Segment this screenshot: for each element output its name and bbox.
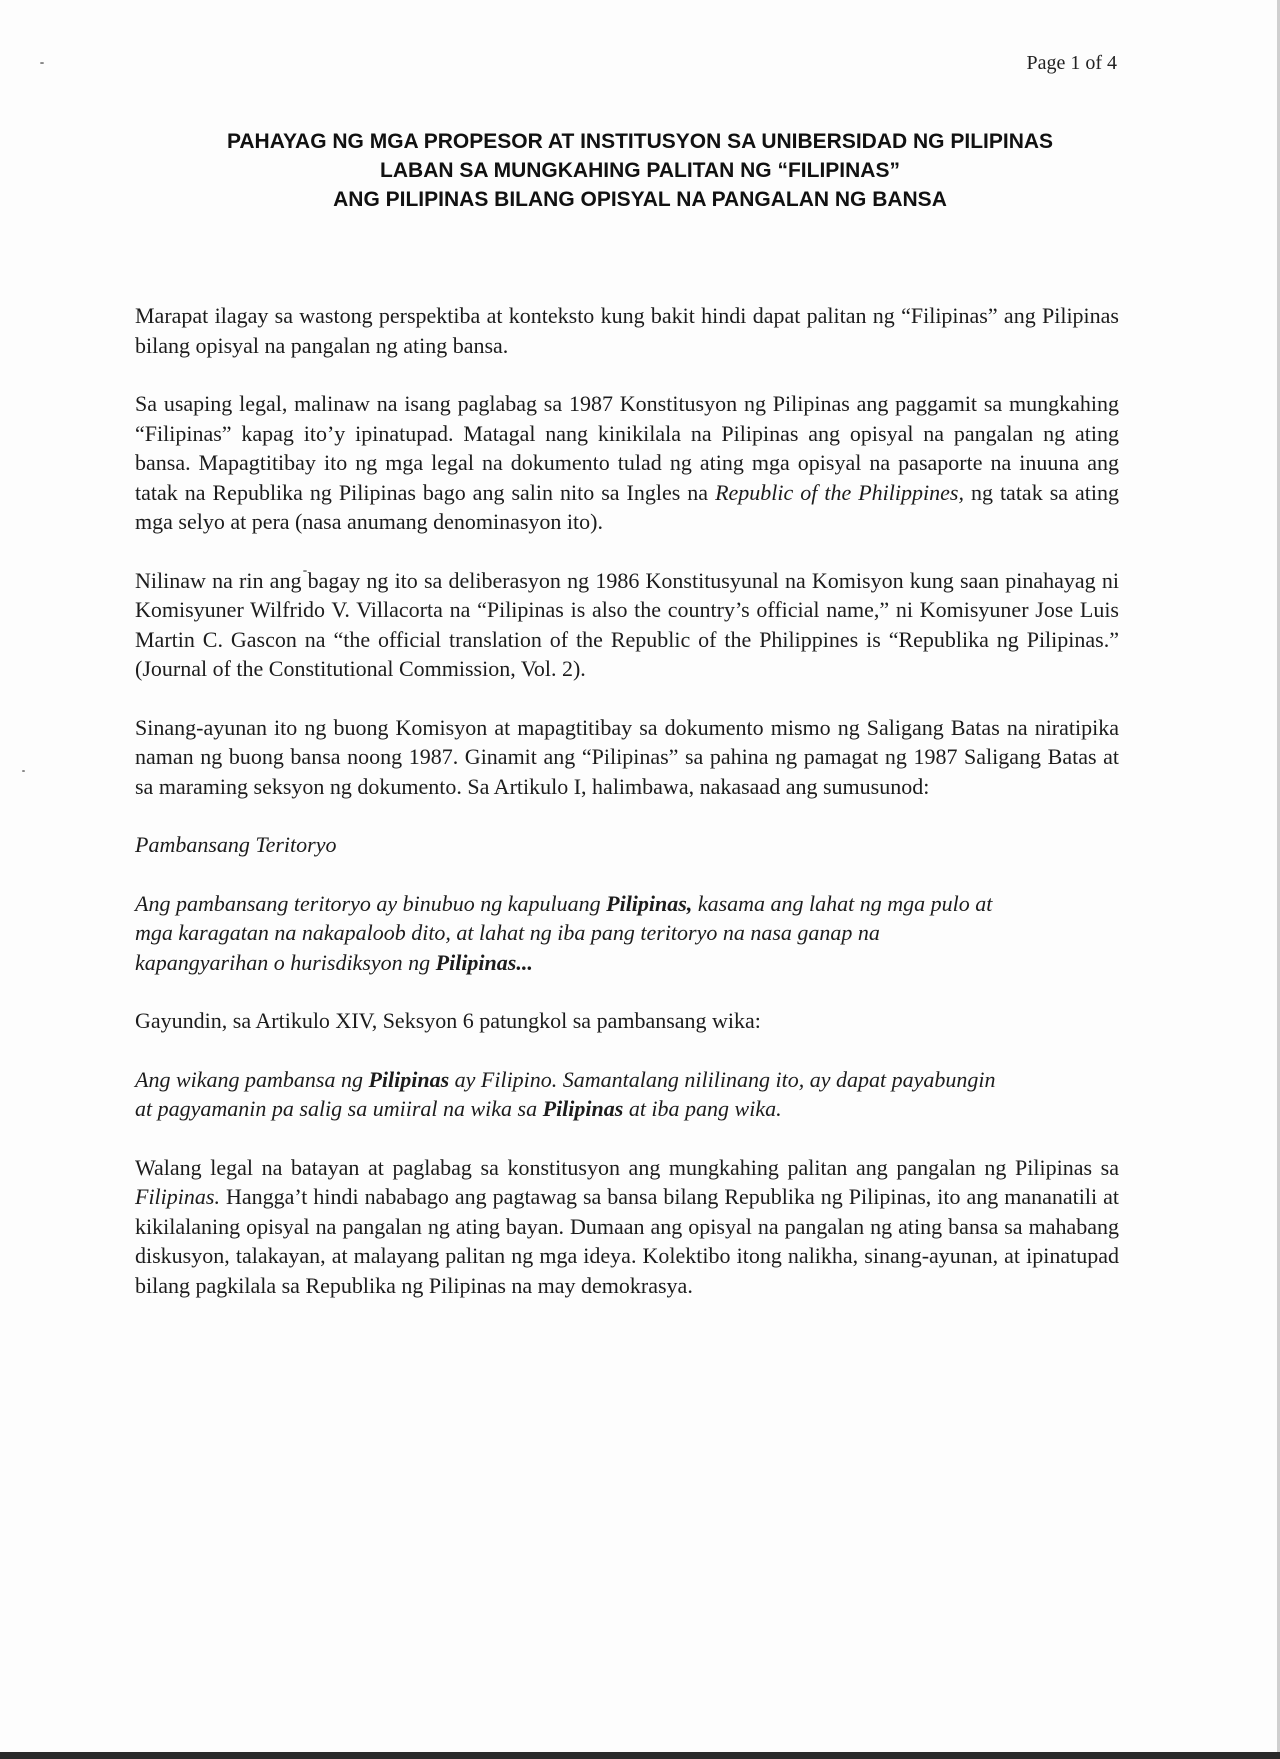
title-line-2: LABAN SA MUNGKAHING PALITAN NG “FILIPINAS” — [380, 159, 900, 182]
page-number: Page 1 of 4 — [1026, 52, 1117, 74]
scan-speck — [22, 770, 25, 772]
title-line-3: ANG PILIPINAS BILANG OPISYAL NA PANGALAN NG BANSA — [333, 188, 947, 211]
scan-bottom-border — [0, 1752, 1280, 1759]
paragraph-ratification: Sinang-ayunan ito ng buong Komisyon at mapagtitibay sa dokumento mismo ng Saligang Batas na niratipika naman ng buong bansa noong 1987. Ginamit ang “Pilipinas” sa pahina ng pamagat ng 1987 Saligang Batas at sa maraming seksyon ng dokumento. Sa Artikulo I, halimbawa, nakasaad ang sumusunod: — [135, 714, 1119, 799]
document-title — [0, 127, 1280, 214]
paragraph-commission: Nilinaw na rin ang bagay ng ito sa deliberasyon ng 1986 Konstitusyunal na Komisyon kung saan pinahayag ni Komisyuner Wilfrido V. Villacorta na “Pilipinas is also the country’s official name,” ni Komisyuner Jose Luis Martin C. Gascon na “the official translation of the Republic of the Philippines is “Republika ng Pilipinas.” (Journal of the Constitutional Commission, Vol. 2). — [135, 567, 1119, 681]
paragraph-intro: Marapat ilagay sa wastong perspektiba at konteksto kung bakit hindi dapat palitan ng “Filipinas” ang Pilipinas bilang opisyal na pangalan ng ating bansa. — [135, 303, 1119, 358]
scan-speck — [40, 62, 44, 64]
quote-article-1: Ang pambansang teritoryo ay binubuo ng kapuluang Pilipinas, kasama ang lahat ng mga pulo at mga karagatan na nakapaloob dito, at lahat ng iba pang teritoryo na nasa ganap na kapangyarihan o hurisdiksyon ng Pilipinas... — [135, 890, 993, 975]
quote-article-14: Ang wikang pambansa ng Pilipinas ay Filipino. Samantalang nililinang ito, ay dapat payabungin at pagyamanin pa salig sa umiiral na wika sa Pilipinas at iba pang wika. — [135, 1066, 996, 1121]
paragraph-legal: Sa usaping legal, malinaw na isang paglabag sa 1987 Konstitusyon ng Pilipinas ang paggamit sa mungkahing “Filipinas” kapag ito’y ipinatupad. Matagal nang kinikilala na Pilipinas ang opisyal na pangalan ng ating bansa. Mapagtitibay ito ng mga legal na dokumento tulad ng ating mga opisyal na pasaporte na inuuna ang tatak na Republika ng Pilipinas bago ang salin nito sa Ingles na Republic of the Philippines, ng tatak sa ating mga selyo at pera (nasa anumang denominasyon ito). — [135, 391, 1119, 534]
paragraph-article-14: Gayundin, sa Artikulo XIV, Seksyon 6 patungkol sa pambansang wika: — [135, 1008, 761, 1033]
paragraph-conclusion: Walang legal na batayan at paglabag sa konstitusyon ang mungkahing palitan ang pangalan ng Pilipinas sa Filipinas. Hangga’t hindi nababago ang pagtawag sa bansa bilang Republika ng Pilipinas, ito ang mananatili at kikilalaning opisyal na pangalan ng ating bayan. Dumaan ang opisyal na pangalan ng ating bansa sa mahabang diskusyon, talakayan, at malayang palitan ng mga ideya. Kolektibo itong nalikha, sinang-ayunan, at ipinatupad bilang pagkilala sa Republika ng Pilipinas na may demokrasya. — [135, 1154, 1119, 1298]
document-body — [135, 301, 1119, 1329]
section-heading-territory: Pambansang Teritoryo — [135, 832, 337, 857]
title-line-1: PAHAYAG NG MGA PROPESOR AT INSTITUSYON SA UNIBERSIDAD NG PILIPINAS — [226, 130, 1054, 153]
